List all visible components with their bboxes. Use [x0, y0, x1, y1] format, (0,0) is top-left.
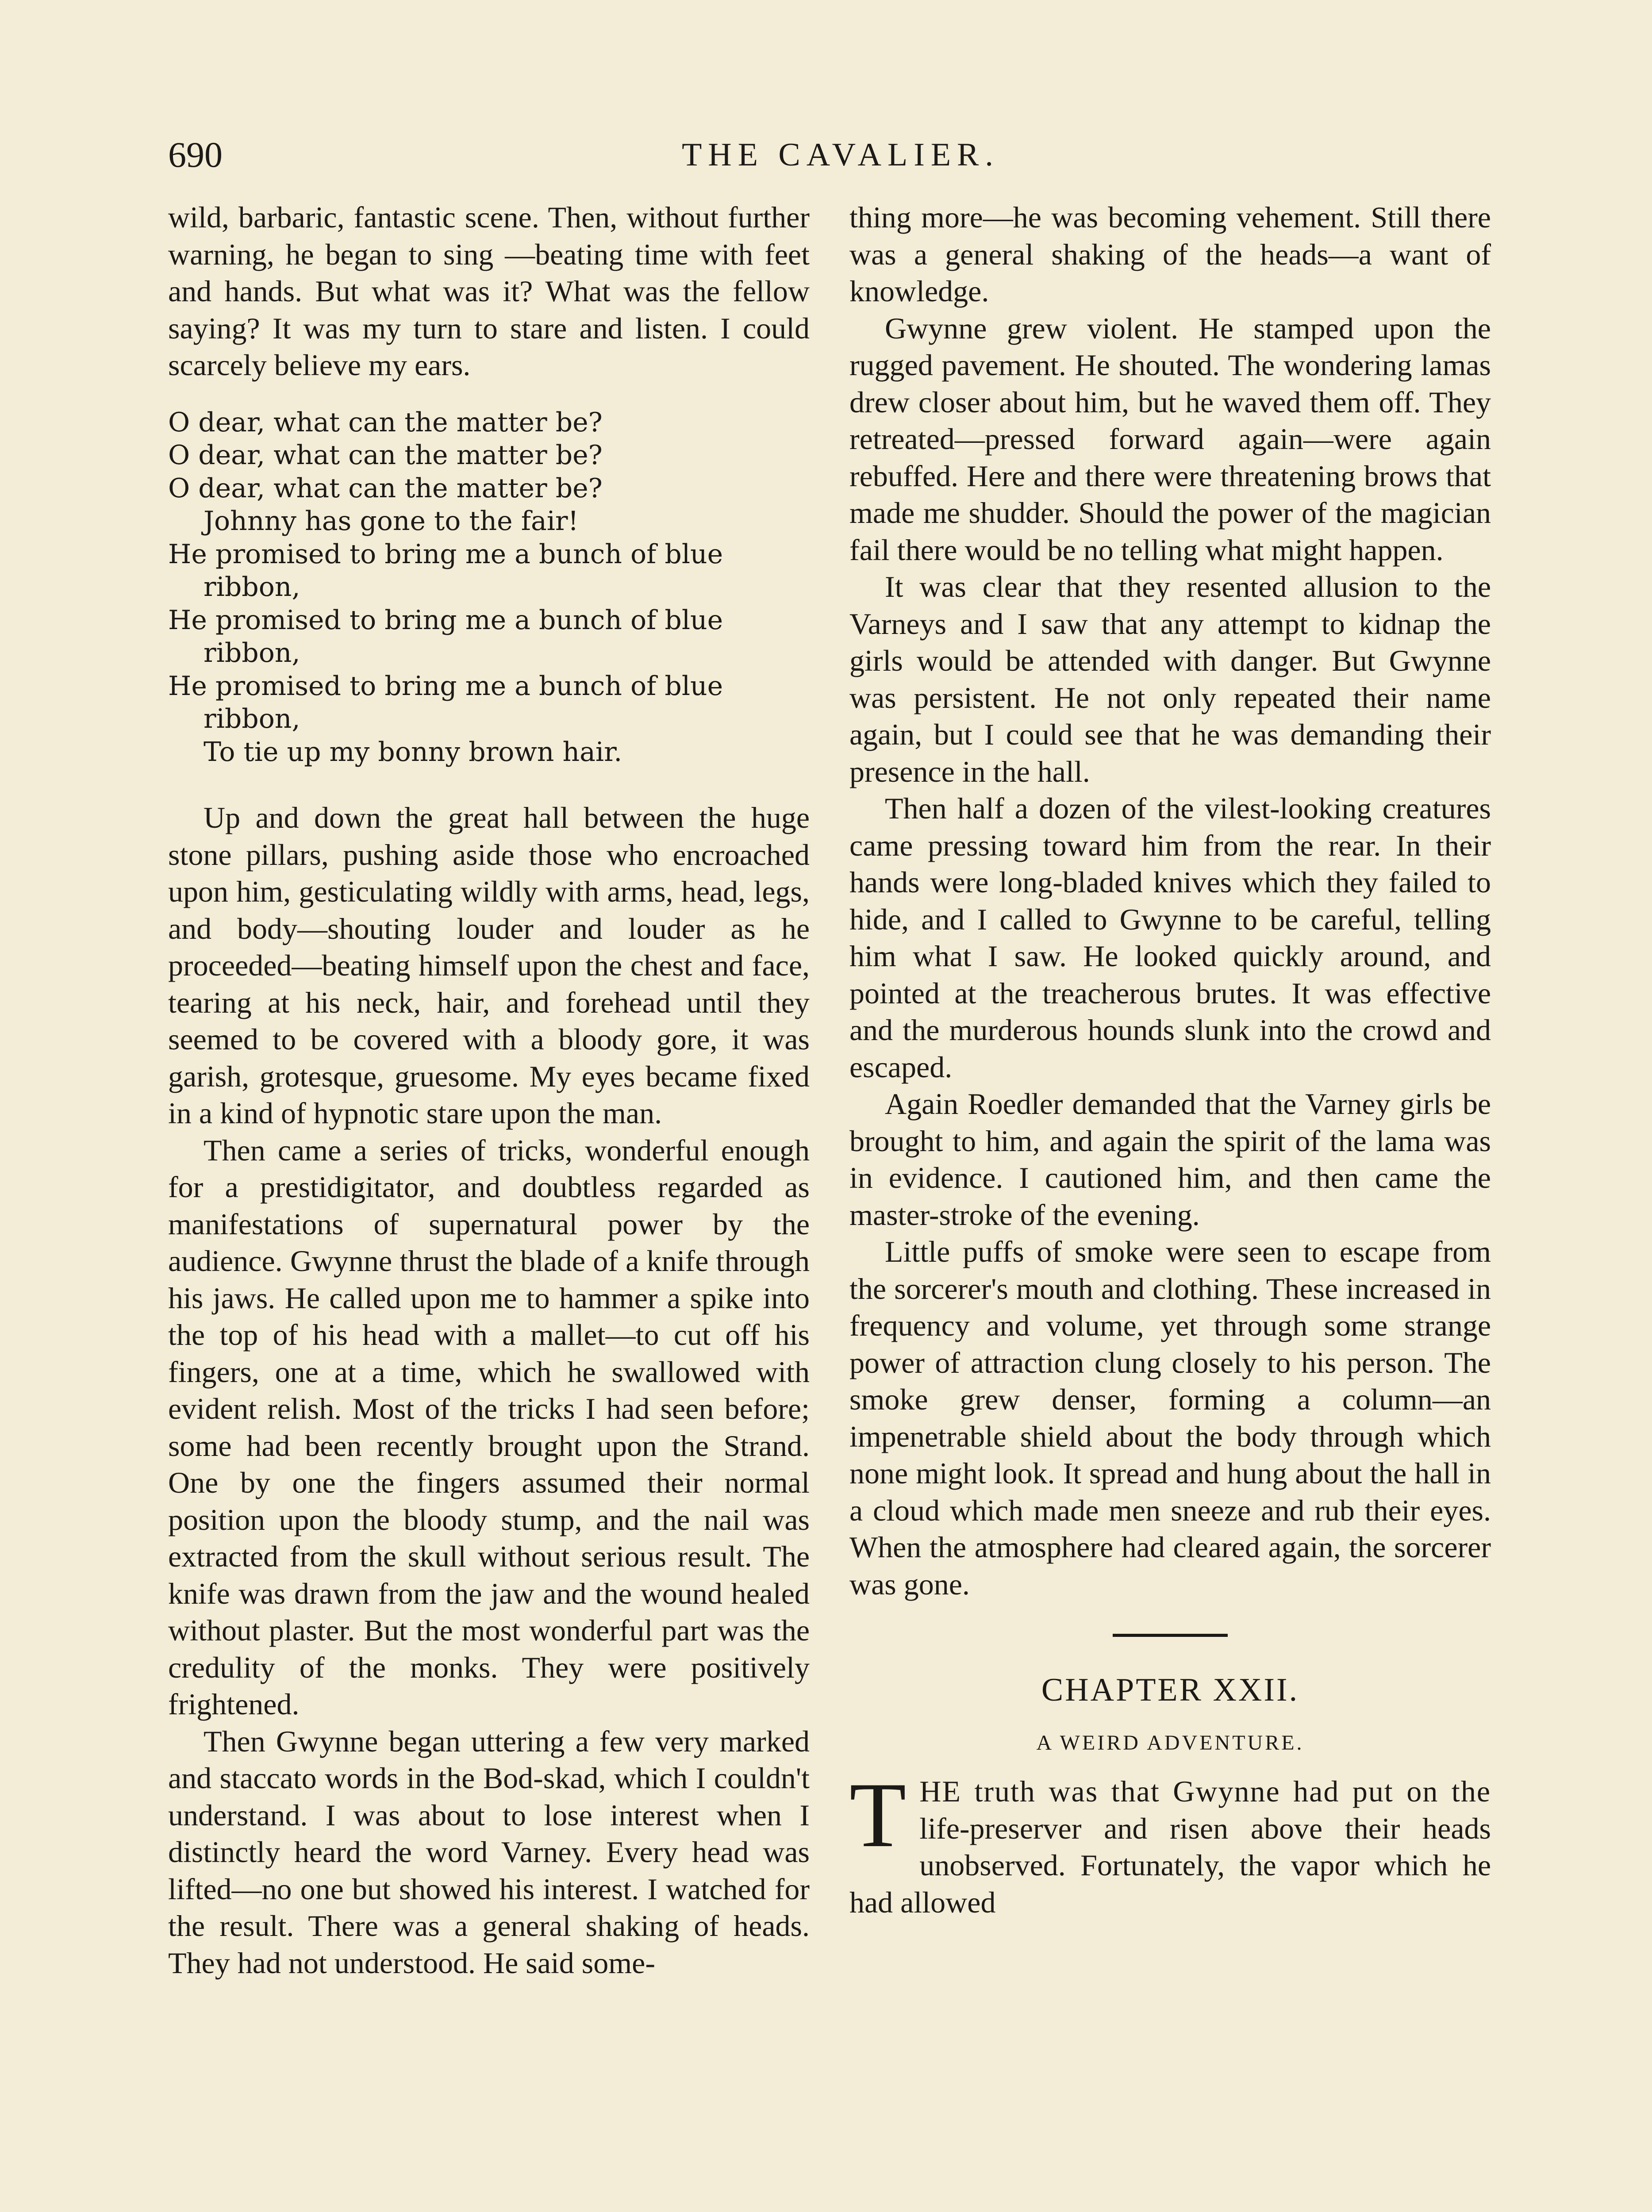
paragraph-text: HE truth was that Gwynne had put on the life-preserver and risen above their heads unobserved. Fortunately, the vapor which he had allowed [849, 1774, 1491, 1919]
running-head: THE CAVALIER. [682, 137, 999, 173]
verse-line: To tie up my bonny brown hair. [204, 736, 622, 768]
verse-line: O dear, what can the matter be? [168, 407, 603, 438]
section-divider [1113, 1634, 1228, 1637]
drop-cap: T [849, 1764, 907, 1866]
verse-line: O dear, what can the matter be? [168, 440, 603, 471]
paragraph: Again Roedler demanded that the Varney girls be brought to him, and again the spirit of the lama was in evidence. I cautioned him, and then came the master-stroke of the evening. [849, 1087, 1491, 1232]
paragraph: Gwynne grew violent. He stamped upon the rugged pavement. He shouted. The wondering lamas drew closer about him, but he waved them off. They retreated—pressed forward again—were again rebuffed. Here and there were threatening brows that made me shudder. Should the power of the magician fail there would be no telling what might happen. [849, 311, 1491, 567]
paragraph: thing more—he was becoming vehement. Still there was a general shaking of the heads—a want of knowledge. [849, 200, 1491, 308]
verse-line: He promised to bring me a bunch of blue ribbon, [168, 670, 723, 734]
verse-line: He promised to bring me a bunch of blue ribbon, [168, 604, 723, 668]
chapter-opening-paragraph [849, 1764, 1491, 1921]
paragraph: Then half a dozen of the vilest-looking creatures came pressing toward him from the rear. In their hands were long-bladed knives which they failed to hide, and I called to Gwynne to be careful, telling him what I saw. He looked quickly around, and pointed at the treacherous brutes. It was effective and the murderous hounds slunk into the crowd and escaped. [849, 791, 1491, 1084]
verse-line: O dear, what can the matter be? [168, 472, 603, 504]
verse-line: He promised to bring me a bunch of blue ribbon, [168, 538, 723, 603]
paragraph: wild, barbaric, fantastic scene. Then, without further warning, he began to sing —beating time with feet and hands. But what was it? What was the fellow saying? It was my turn to stare and listen. I could scarcely believe my ears. [168, 200, 810, 382]
page-header [0, 133, 1652, 181]
song-verse [168, 406, 810, 769]
chapter-title: CHAPTER XXII. [1041, 1672, 1299, 1708]
verse-line: Johnny has gone to the fair! [204, 506, 579, 537]
paragraph: Then came a series of tricks, wonderful enough for a prestidigitator, and doubtless regarded as manifestations of supernatural power by the audience. Gwynne thrust the blade of a knife through his jaws. He called upon me to hammer a spike into the top of his head with a mallet—to cut off his fingers, one at a time, which he swallowed with evident relish. Most of the tricks I had seen before; some had been recently brought upon the Strand. One by one the fingers assumed their normal position upon the bloody stump, and the nail was extracted from the skull without serious result. The knife was drawn from the jaw and the wound healed without plaster. But the most wonderful part was the credulity of the monks. They were positively frightened. [168, 1133, 810, 1721]
left-column [168, 199, 810, 1982]
paragraph: Up and down the great hall between the huge stone pillars, pushing aside those who encroached upon him, gesticulating wildly with arms, head, legs, and body—shouting louder and louder as he proceeded—beating himself upon the chest and face, tearing at his neck, hair, and forehead until they seemed to be covered with a bloody gore, it was garish, grotesque, gruesome. My eyes became fixed in a kind of hypnotic stare upon the man. [168, 801, 810, 1130]
right-column [849, 199, 1491, 1921]
paragraph: It was clear that they resented allusion to the Varneys and I saw that any attempt to kidnap the girls would be attended with danger. But Gwynne was persistent. He not only repeated their name again, but I could see that he was demanding their presence in the hall. [849, 570, 1491, 788]
chapter-subtitle: A WEIRD ADVENTURE. [1036, 1731, 1304, 1755]
paragraph: Then Gwynne began uttering a few very marked and staccato words in the Bod-skad, which I couldn't understand. I was about to lose interest when I distinctly heard the word Varney. Every head was lifted—no one but showed his interest. I watched for the result. There was a general shaking of heads. They had not understood. He said some- [168, 1724, 810, 1980]
paragraph: Little puffs of smoke were seen to escape from the sorcerer's mouth and clothing. These increased in frequency and volume, yet through some strange power of attraction clung closely to his person. The smoke grew denser, forming a column—an impenetrable shield about the body through which none might look. It spread and hung about the hall in a cloud which made men sneeze and rub their eyes. When the atmosphere had cleared again, the sorcerer was gone. [849, 1235, 1491, 1601]
page-number: 690 [168, 134, 223, 175]
